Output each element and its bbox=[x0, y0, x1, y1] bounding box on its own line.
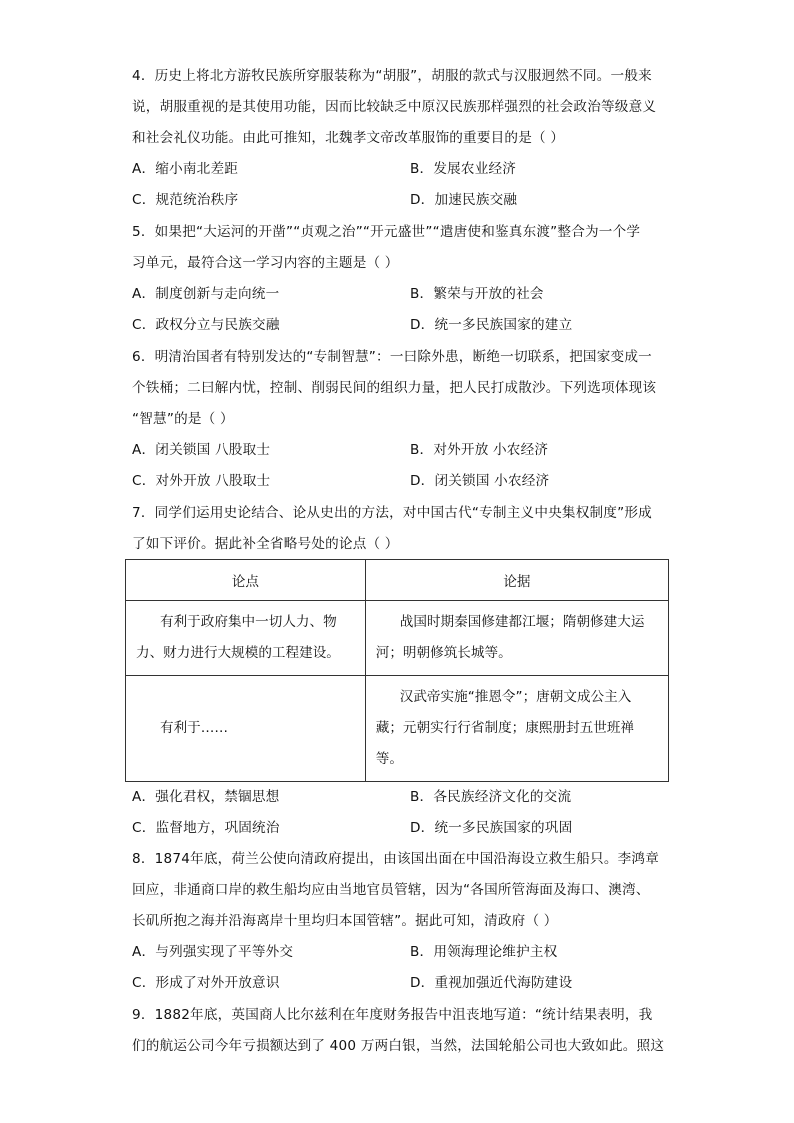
q6-stem-line-2: 个铁桶；二曰解内忧，控制、削弱民间的组织力量，把人民打成散沙。下列选项体现该 bbox=[132, 380, 657, 396]
q8-option-d: D．重视加强近代海防建设 bbox=[410, 975, 573, 991]
q5-option-a: A．制度创新与走向统一 bbox=[132, 286, 280, 302]
q5-option-d: D．统一多民族国家的建立 bbox=[410, 317, 573, 333]
q4-stem-line-2: 说，胡服重视的是其使用功能，因而比较缺乏中原汉民族那样强烈的社会政治等级意义 bbox=[132, 99, 657, 115]
q4-option-a: A．缩小南北差距 bbox=[132, 161, 239, 177]
q8-stem-line-3: 长矶所抱之海并沿海离岸十里均归本国管辖”。据此可知，清政府（ ） bbox=[132, 913, 558, 929]
table-row bbox=[126, 676, 669, 782]
q7-stem-line-2: 了如下评价。据此补全省略号处的论点（ ） bbox=[132, 536, 399, 552]
table-header-thesis: 论点 bbox=[126, 560, 366, 601]
table-header-evidence: 论据 bbox=[365, 560, 668, 601]
q7-option-b: B．各民族经济文化的交流 bbox=[410, 789, 572, 805]
table-cell-evidence: 汉武帝实施“推恩令”；唐朝文成公主入藏；元朝实行行省制度；康熙册封五世班禅等。 bbox=[365, 676, 668, 782]
table-cell-thesis: 有利于…… bbox=[126, 676, 366, 782]
q4-option-c: C．规范统治秩序 bbox=[132, 192, 239, 208]
q6-option-b: B．对外开放 小农经济 bbox=[410, 442, 549, 458]
q8-stem-line-2: 回应，非通商口岸的救生船均应由当地官员管辖，因为“各国所管海面及海口、澳湾、 bbox=[132, 882, 650, 898]
q8-option-b: B．用领海理论维护主权 bbox=[410, 944, 558, 960]
q4-stem-line-1: 4．历史上将北方游牧民族所穿服装称为“胡服”，胡服的款式与汉服迥然不同。一般来 bbox=[132, 68, 652, 84]
q7-option-c: C．监督地方，巩固统治 bbox=[132, 820, 280, 836]
table-header-row bbox=[126, 560, 669, 601]
table-cell-evidence: 战国时期秦国修建都江堰；隋朝修建大运河；明朝修筑长城等。 bbox=[365, 601, 668, 676]
q7-option-a: A．强化君权，禁锢思想 bbox=[132, 789, 280, 805]
q9-stem-line-2: 们的航运公司今年亏损额达到了 400 万两白银，当然，法国轮船公司也大致如此。照这 bbox=[132, 1038, 665, 1054]
table-cell-thesis: 有利于政府集中一切人力、物力、财力进行大规模的工程建设。 bbox=[126, 601, 366, 676]
table-row bbox=[126, 601, 669, 676]
q6-stem-line-1: 6．明清治国者有特别发达的“专制智慧”：一曰除外患，断绝一切联系，把国家变成一 bbox=[132, 349, 652, 365]
q4-option-b: B．发展农业经济 bbox=[410, 161, 517, 177]
q4-option-d: D．加速民族交融 bbox=[410, 192, 518, 208]
q7-option-d: D．统一多民族国家的巩固 bbox=[410, 820, 573, 836]
q5-option-b: B．繁荣与开放的社会 bbox=[410, 286, 544, 302]
q4-stem-line-3: 和社会礼仪功能。由此可推知，北魏孝文帝改革服饰的重要目的是（ ） bbox=[132, 130, 565, 146]
q6-option-a: A．闭关锁国 八股取士 bbox=[132, 442, 271, 458]
q8-option-a: A．与列强实现了平等外交 bbox=[132, 944, 294, 960]
q5-stem-line-1: 5．如果把“大运河的开凿”“贞观之治”“开元盛世”“遣唐使和鉴真东渡”整合为一个学 bbox=[132, 224, 641, 240]
q6-option-c: C．对外开放 八股取士 bbox=[132, 473, 271, 489]
q6-stem-line-3: “智慧”的是（ ） bbox=[132, 411, 234, 427]
q6-option-d: D．闭关锁国 小农经济 bbox=[410, 473, 550, 489]
q9-stem-line-1: 9．1882年底，英国商人比尔兹利在年度财务报告中沮丧地写道：“统计结果表明，我 bbox=[132, 1007, 653, 1023]
q8-option-c: C．形成了对外开放意识 bbox=[132, 975, 280, 991]
q8-stem-line-1: 8．1874年底，荷兰公使向清政府提出，由该国出面在中国沿海设立救生船只。李鸿章 bbox=[132, 851, 660, 867]
q5-stem-line-2: 习单元，最符合这一学习内容的主题是（ ） bbox=[132, 255, 399, 271]
q5-option-c: C．政权分立与民族交融 bbox=[132, 317, 280, 333]
q7-argument-table bbox=[125, 559, 669, 782]
q7-stem-line-1: 7．同学们运用史论结合、论从史出的方法，对中国古代“专制主义中央集权制度”形成 bbox=[132, 505, 652, 521]
